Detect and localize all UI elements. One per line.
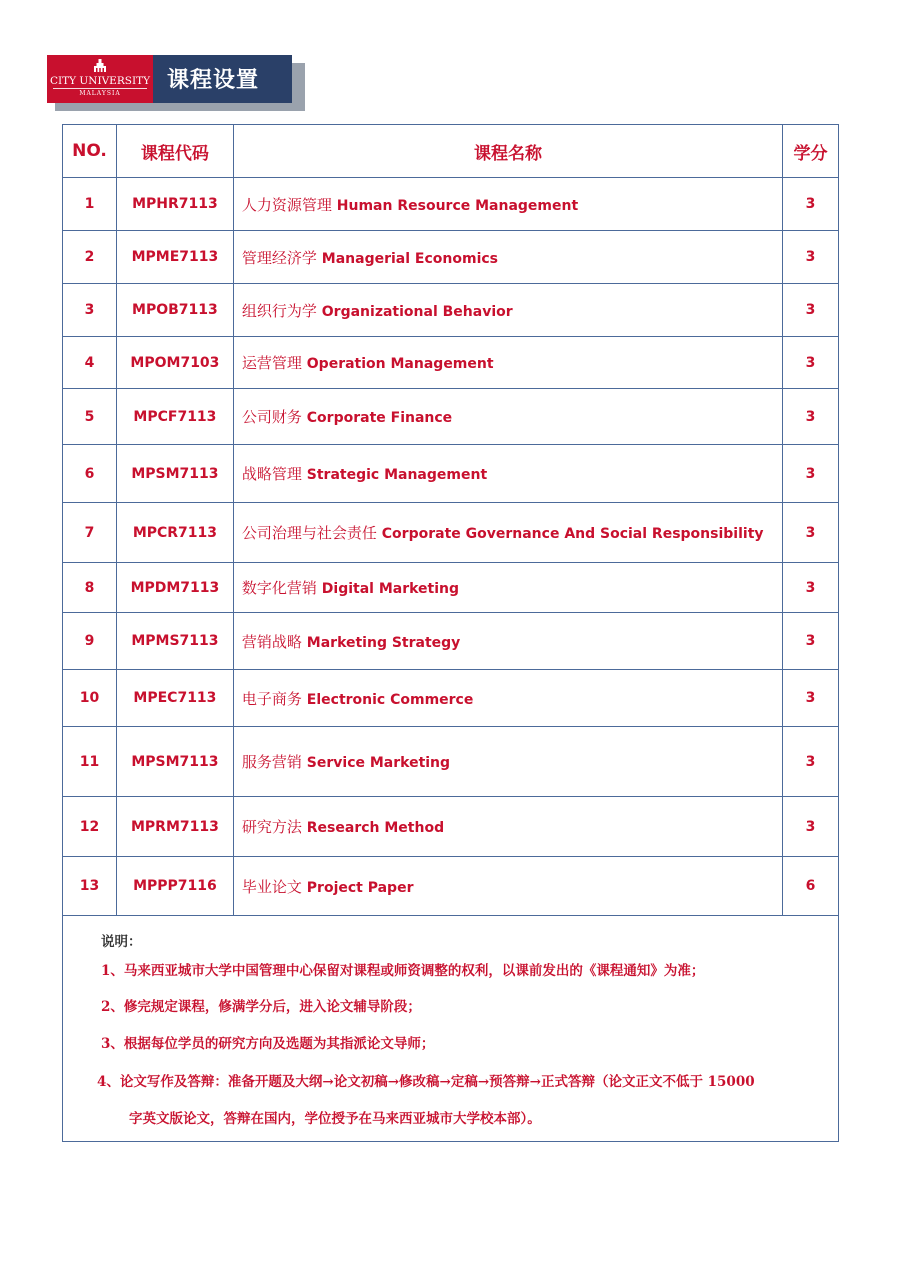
row-name [233,284,782,337]
name-en: Digital Marketing [321,581,460,597]
name-en: Managerial Economics [321,250,498,267]
row-no: 11 [63,727,117,797]
row-no: 12 [63,797,117,857]
table-row [63,613,839,670]
row-credit: 3 [783,797,839,857]
note-item: 4、论文写作及答辩：准备开题及大纲→论文初稿→修改稿→定稿→预答辩→正式答辩（论文正文不低于 15000 [97,1074,755,1090]
header-credit: 学分 [783,125,839,178]
name-cn: 运营管理 [241,354,302,372]
table-row [63,445,839,503]
row-code: MPOB7113 [116,284,233,337]
table-row [63,797,839,857]
row-name [233,670,782,727]
table-row [63,563,839,613]
note-item: 1、马来西亚城市大学中国管理中心保留对课程或师资调整的权利，以课前发出的《课程通知》为准； [101,963,705,979]
course-table [62,124,839,916]
row-no: 6 [63,445,117,503]
name-en: Corporate Governance And Social Responsibility [381,526,764,542]
name-en: Electronic Commerce [306,691,474,708]
page-title: 课程设置 [167,68,260,93]
row-no: 7 [63,503,117,563]
row-code: MPEC7113 [116,670,233,727]
name-cn: 公司治理与社会责任 [241,524,377,542]
row-name [233,178,782,231]
table-row [63,337,839,389]
logo-rule [53,88,147,89]
row-code: MPPP7116 [116,857,233,916]
row-code: MPHR7113 [116,178,233,231]
note-item: 字英文版论文，答辩在国内，学位授予在马来西亚城市大学校本部）。 [129,1111,541,1127]
name-cn: 数字化营销 [241,579,317,597]
row-name [233,231,782,284]
table-row [63,231,839,284]
table-row [63,503,839,563]
name-cn: 组织行为学 [241,301,317,320]
row-code: MPSM7113 [116,727,233,797]
row-code: MPDM7113 [116,563,233,613]
row-no: 1 [63,178,117,231]
row-name [233,445,782,503]
page-header [47,55,305,111]
name-en: Operation Management [306,356,494,372]
name-cn: 服务营销 [241,753,302,771]
row-credit: 3 [783,670,839,727]
tower-icon [93,59,107,72]
row-no: 5 [63,389,117,445]
row-code: MPOM7103 [116,337,233,389]
row-credit: 3 [783,445,839,503]
name-cn: 研究方法 [241,818,302,836]
logo-text: CITY UNIVERSITY [49,75,151,87]
row-credit: 3 [783,337,839,389]
notes-heading: 说明： [101,934,142,950]
header-no: NO. [63,125,117,178]
row-no: 9 [63,613,117,670]
row-name [233,613,782,670]
row-code: MPRM7113 [116,797,233,857]
name-cn: 人力资源管理 [241,195,332,214]
name-cn: 电子商务 [241,689,302,708]
notes-box [62,914,839,1142]
table-row [63,670,839,727]
row-no: 13 [63,857,117,916]
row-code: MPCF7113 [116,389,233,445]
logo-subtext: MALAYSIA [79,90,121,97]
row-no: 2 [63,231,117,284]
name-en: Human Resource Management [336,197,579,214]
row-code: MPMS7113 [116,613,233,670]
row-credit: 3 [783,727,839,797]
name-en: Marketing Strategy [306,634,461,651]
table-row [63,178,839,231]
name-en: Strategic Management [306,467,488,483]
header-bar [47,55,292,103]
row-code: MPME7113 [116,231,233,284]
row-no: 4 [63,337,117,389]
row-name [233,389,782,445]
table-row [63,284,839,337]
row-name [233,337,782,389]
row-no: 3 [63,284,117,337]
note-item: 2、修完规定课程，修满学分后，进入论文辅导阶段； [101,999,421,1015]
name-en: Research Method [306,820,445,836]
header-name: 课程名称 [233,125,782,178]
row-name [233,563,782,613]
name-en: Organizational Behavior [321,303,513,320]
row-no: 8 [63,563,117,613]
row-credit: 3 [783,563,839,613]
table-row [63,727,839,797]
row-no: 10 [63,670,117,727]
row-code: MPCR7113 [116,503,233,563]
name-cn: 管理经济学 [241,248,317,267]
table-row [63,389,839,445]
row-name [233,503,782,563]
name-en: Service Marketing [306,755,451,771]
name-cn: 营销战略 [241,632,302,651]
university-logo [47,55,153,103]
row-credit: 3 [783,613,839,670]
row-credit: 3 [783,389,839,445]
row-credit: 3 [783,178,839,231]
name-cn: 战略管理 [241,465,302,483]
row-name [233,727,782,797]
header-code: 课程代码 [116,125,233,178]
row-credit: 3 [783,231,839,284]
row-credit: 3 [783,284,839,337]
name-en: Corporate Finance [306,410,453,426]
name-cn: 毕业论文 [241,877,302,896]
row-credit: 3 [783,503,839,563]
row-credit: 6 [783,857,839,916]
row-name [233,857,782,916]
table-header-row [63,125,839,178]
note-item: 3、根据每位学员的研究方向及选题为其指派论文导师； [101,1036,435,1052]
row-name [233,797,782,857]
name-en: Project Paper [306,879,414,896]
row-code: MPSM7113 [116,445,233,503]
name-cn: 公司财务 [241,408,302,426]
table-row [63,857,839,916]
